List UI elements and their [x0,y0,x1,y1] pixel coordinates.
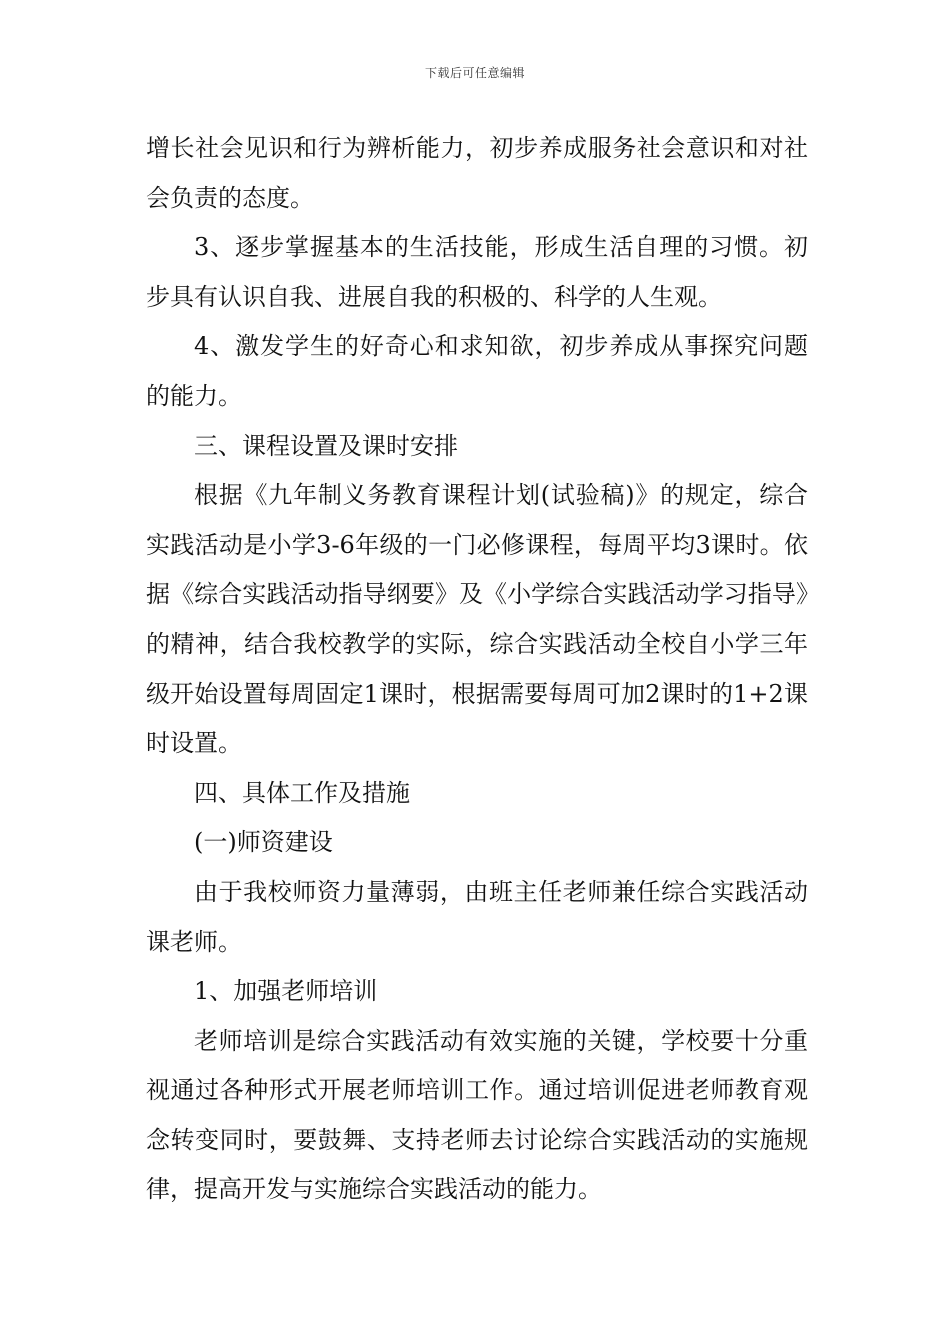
section-heading-course-setup: 三、课程设置及课时安排 [194,431,458,460]
paragraph-curiosity: 4、激发学生的好奇心和求知欲，初步养成从事探究问题的能力。 [146,332,808,410]
paragraph-teacher-training: 老师培训是综合实践活动有效实施的关键，学校要十分重视通过各种形式开展老师培训工作。通过培训促进老师教育观念转变同时，要鼓舞、支持老师去讨论综合实践活动的实施规律，提高开发与实施综合实践活动的能力。 [146,1026,808,1204]
paragraph-course-plan: 根据《九年制义务教育课程计划(试验稿)》的规定，综合实践活动是小学3-6年级的一门必修课程，每周平均3课时。依据《综合实践活动指导纲要》及《小学综合实践活动学习指导》的精神，结合我校教学的实际，综合实践活动全校自小学三年级开始设置每周固定1课时，根据需要每周可加2课时的1+2课时设置。 [146,481,808,758]
page-header: 下载后可任意编辑 [424,66,525,80]
paragraph-life-skills: 3、逐步掌握基本的生活技能，形成生活自理的习惯。初步具有认识自我、进展自我的积极的、科学的人生观。 [146,233,808,311]
subsection-heading-teachers: (一)师资建设 [194,828,333,857]
section-heading-measures: 四、具体工作及措施 [194,778,410,807]
item-heading-teacher-training: 1、加强老师培训 [194,977,378,1006]
document-body [146,124,808,1215]
paragraph-teacher-staffing: 由于我校师资力量薄弱，由班主任老师兼任综合实践活动课老师。 [146,877,808,956]
paragraph-social-awareness: 增长社会见识和行为辨析能力，初步养成服务社会意识和对社会负责的态度。 [146,134,808,212]
